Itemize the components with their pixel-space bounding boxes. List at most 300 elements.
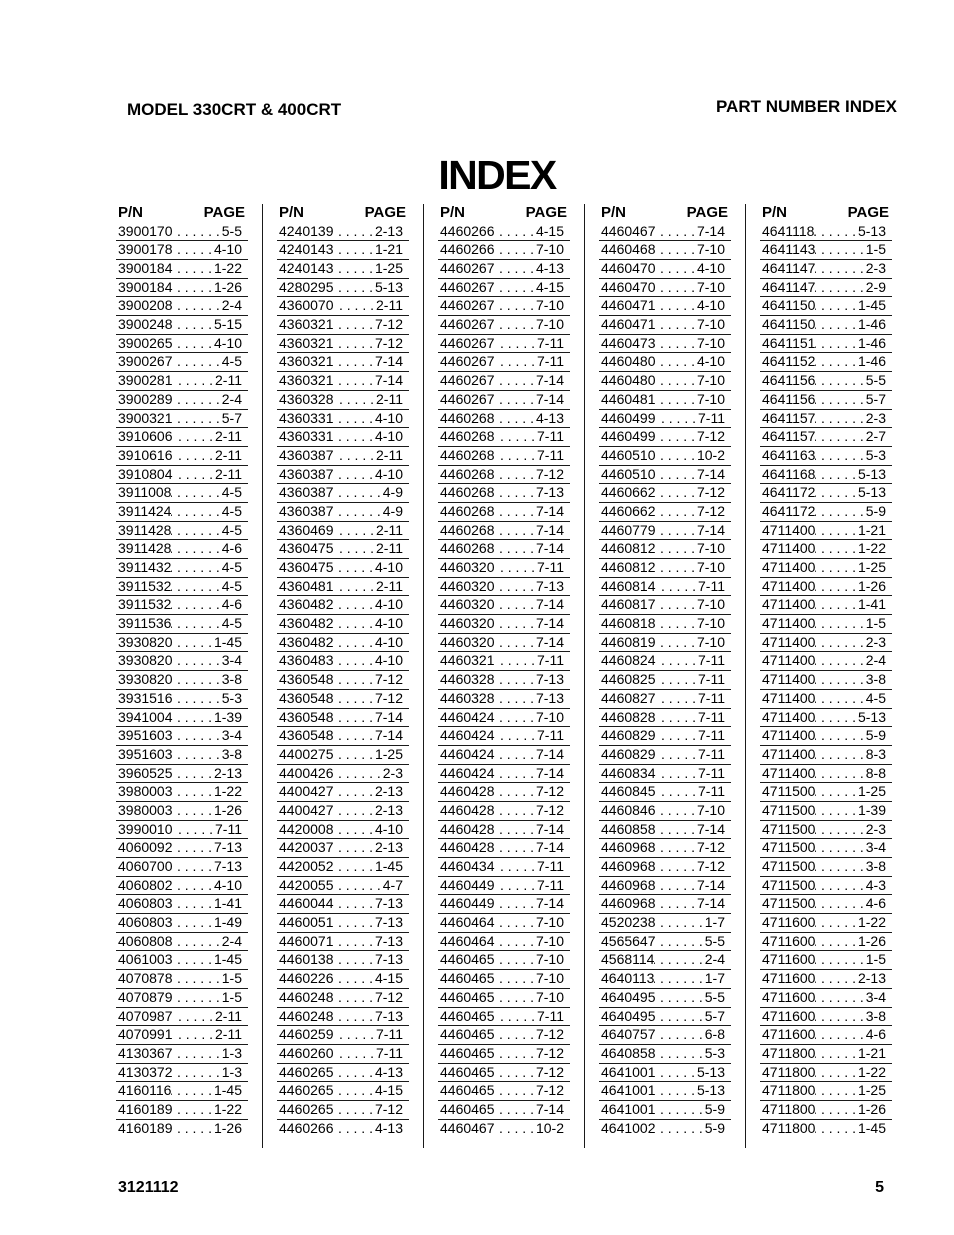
dot-leader [815,652,865,670]
dot-leader [173,1120,214,1138]
dot-leader [171,522,221,540]
part-number: 4160189 [118,1119,173,1136]
part-number: 4460471 [601,297,656,314]
index-entry [277,783,409,802]
index-entry [760,933,892,952]
index-entry [599,503,731,522]
page-reference: 7-13 [535,577,564,594]
part-number: 4060802 [118,876,173,893]
index-entry [760,447,892,466]
page-reference: 4-10 [374,409,403,426]
index-entry [116,391,248,410]
part-number: 4460424 [440,727,495,744]
page-reference: 10-2 [696,446,725,463]
part-number: 3900265 [118,334,173,351]
part-number: 4711400 [762,540,816,557]
dot-leader [656,895,697,913]
part-number: 4460812 [601,559,656,576]
page-reference: 4-5 [221,615,242,632]
dot-leader [173,316,214,334]
dot-leader [495,503,536,521]
page-reference: 3-4 [221,727,242,744]
part-number: 4460449 [440,895,495,912]
index-entry [760,503,892,522]
dot-leader [656,260,697,278]
dot-leader [173,297,222,315]
dot-leader [656,821,697,839]
index-entry [438,783,570,802]
dot-leader [815,690,865,708]
index-entry [599,596,731,615]
page-reference: 7-12 [535,1063,564,1080]
index-entry [438,503,570,522]
dot-leader [656,316,697,334]
index-entry [438,839,570,858]
dot-leader [171,1082,214,1100]
part-number: 4060803 [118,895,173,912]
index-entry [438,671,570,690]
index-entry [116,353,248,372]
dot-leader [656,372,697,390]
index-entry [760,690,892,709]
column-header [438,203,570,223]
dot-leader [815,895,865,913]
page-reference: 4-5 [221,484,242,501]
page-reference: 1-5 [221,988,242,1005]
dot-leader [173,279,214,297]
dot-leader [495,895,536,913]
part-number: 4711400 [762,521,816,538]
dot-leader [173,391,222,409]
page-reference: 1-5 [865,241,886,258]
index-entry [438,522,570,541]
page-reference: 7-12 [696,428,725,445]
dot-leader [656,690,699,708]
page-reference: 2-11 [215,446,242,463]
column-divider [745,204,746,1148]
page-reference: 1-39 [857,801,886,818]
index-entry [760,540,892,559]
index-entry [760,652,892,671]
part-number: 4711400 [762,596,816,613]
part-number: 4711400 [762,764,816,781]
index-entry [277,466,409,485]
dot-leader [815,802,858,820]
dot-leader [495,297,536,315]
part-number: 4360387 [279,502,334,519]
dot-leader [334,391,377,409]
part-number: 4460968 [601,876,656,893]
page-reference: 5-5 [865,372,886,389]
dot-leader [334,802,375,820]
dot-leader [495,316,536,334]
part-number: 4711600 [762,1026,816,1043]
dot-leader [173,933,222,951]
index-entry [760,634,892,653]
page-reference: 4-5 [221,502,242,519]
index-entry [277,428,409,447]
part-number: 4641172 [762,484,816,501]
page-reference: 2-13 [374,801,403,818]
index-entry [116,690,248,709]
part-number: 4420055 [279,876,334,893]
part-number: 4711800 [762,1063,816,1080]
page-reference: 2-4 [704,951,725,968]
index-entry [438,1008,570,1027]
part-number: 4360475 [279,540,334,557]
index-entry [599,372,731,391]
index-entry [277,615,409,634]
dot-leader [495,335,538,353]
dot-leader [495,634,536,652]
dot-leader [654,970,704,988]
index-entry [599,297,731,316]
page-reference: 1-45 [213,633,242,650]
dot-leader [815,1120,858,1138]
page-reference: 1-46 [857,353,886,370]
dot-leader [815,989,865,1007]
index-entry [599,540,731,559]
index-entry [116,503,248,522]
part-number: 4070991 [118,1026,173,1043]
index-entry [438,1101,570,1120]
index-entry [277,839,409,858]
page-reference: 2-3 [865,633,886,650]
dot-leader [173,1026,216,1044]
dot-leader [173,970,222,988]
dot-leader [173,410,222,428]
index-entry [438,466,570,485]
page-reference: 1-45 [213,1082,242,1099]
dot-leader [815,559,858,577]
part-number: 4360482 [279,633,334,650]
part-number: 4460320 [440,596,495,613]
dot-leader [495,951,536,969]
page-reference: 7-10 [696,540,725,557]
part-number: 4641156 [762,372,816,389]
page-reference: 1-46 [857,316,886,333]
dot-leader [495,671,536,689]
page-reference: 5-7 [704,1007,725,1024]
page-reference: 5-7 [865,390,886,407]
page-reference: 7-14 [535,764,564,781]
page-reference: 7-14 [374,353,403,370]
page-reference: 1-26 [213,1119,242,1136]
part-number: 4360548 [279,708,334,725]
part-number: 4070878 [118,970,173,987]
part-number: 4460828 [601,708,656,725]
part-number: 4460968 [601,895,656,912]
dot-leader [334,858,375,876]
pn-header: P/N [279,204,305,221]
part-number: 4641157 [762,409,816,426]
page-reference: 7-10 [696,615,725,632]
index-entry [438,802,570,821]
index-entry [438,241,570,260]
page-reference: 7-14 [374,372,403,389]
page-reference: 7-14 [535,540,564,557]
part-number: 4460260 [279,1044,334,1061]
index-entry [760,279,892,298]
part-number: 4711600 [762,914,816,931]
index-entry [116,615,248,634]
part-number: 4360321 [279,316,334,333]
page-reference: 1-5 [865,615,886,632]
page-reference: 4-13 [535,260,564,277]
index-entry [116,671,248,690]
index-entry [438,391,570,410]
dot-leader [656,279,697,297]
page-reference: 5-3 [704,1044,725,1061]
part-number: 3951603 [118,745,173,762]
part-number: 4711600 [762,932,816,949]
page-reference: 2-4 [865,652,886,669]
index-entry [277,877,409,896]
part-number: 4360331 [279,428,334,445]
index-entry [438,933,570,952]
dot-leader [334,1082,375,1100]
dot-leader [815,727,865,745]
page-reference: 7-12 [696,502,725,519]
dot-leader [656,1026,705,1044]
dot-leader [815,615,865,633]
page-reference: 4-9 [382,502,403,519]
part-number: 4460510 [601,446,656,463]
part-number: 4460320 [440,559,495,576]
page-reference: 4-6 [865,1026,886,1043]
dot-leader [334,895,375,913]
index-entry [277,914,409,933]
index-entry [277,951,409,970]
page-reference: 10-2 [535,1119,564,1136]
part-number: 3911428 [118,521,172,538]
part-number: 4360548 [279,671,334,688]
dot-leader [495,802,536,820]
page-reference: 2-13 [374,222,403,239]
index-entry [438,652,570,671]
index-entry [760,1008,892,1027]
dot-leader [495,727,538,745]
dot-leader [173,839,214,857]
dot-leader [656,559,697,577]
part-number: 4460051 [279,914,334,931]
dot-leader [815,503,865,521]
index-entry [277,634,409,653]
page-reference: 1-22 [213,783,242,800]
index-entry [116,858,248,877]
dot-leader [495,241,536,259]
page-header: PAGE [847,204,889,221]
index-entry [760,428,892,447]
dot-leader [495,1101,536,1119]
dot-leader [815,410,865,428]
page-reference: 1-26 [857,1100,886,1117]
index-entry [599,970,731,989]
part-number: 4070987 [118,1007,173,1024]
page-reference: 7-13 [535,689,564,706]
index-entry [277,335,409,354]
dot-leader [334,559,375,577]
part-number: 4711500 [762,820,816,837]
page-reference: 7-10 [535,988,564,1005]
page-reference: 7-10 [696,278,725,295]
page-reference: 4-6 [221,540,242,557]
page-reference: 1-5 [221,970,242,987]
dot-leader [815,447,865,465]
dot-leader [334,989,375,1007]
page-reference: 4-15 [374,1082,403,1099]
dot-leader [171,503,221,521]
part-number: 4460266 [440,241,495,258]
part-number: 3900281 [118,372,173,389]
part-number: 4460467 [601,222,656,239]
page-reference: 7-10 [696,241,725,258]
dot-leader [334,447,377,465]
part-number: 4711400 [762,577,816,594]
page-reference: 7-13 [374,932,403,949]
index-entry [438,279,570,298]
part-number: 4568114 [601,951,655,968]
index-entry [438,428,570,447]
page-reference: 2-11 [215,428,242,445]
part-number: 4460468 [601,241,656,258]
page-reference: 7-10 [696,633,725,650]
dot-leader [656,1120,705,1138]
page-reference: 4-3 [865,876,886,893]
page-reference: 2-11 [376,521,403,538]
part-number: 4460449 [440,876,495,893]
index-entry [116,596,248,615]
index-entry [116,260,248,279]
page-reference: 7-13 [213,858,242,875]
index-entry [277,1082,409,1101]
page-reference: 2-3 [865,409,886,426]
dot-leader [495,1064,536,1082]
index-entry [116,877,248,896]
dot-leader [656,391,697,409]
index-entry [116,522,248,541]
dot-leader [815,1008,865,1026]
part-number: 4460480 [601,353,656,370]
part-number: 3900178 [118,241,173,258]
column-divider [584,204,585,1148]
dot-leader [495,858,538,876]
dot-leader [334,783,375,801]
part-number: 4460829 [601,727,656,744]
document-number: 3121112 [118,1179,179,1196]
index-entry [277,821,409,840]
dot-leader [656,353,697,371]
page-header: PAGE [686,204,728,221]
page-reference: 7-12 [696,839,725,856]
dot-leader [815,839,865,857]
part-number: 3911532 [118,596,172,613]
index-entry [116,484,248,503]
page-reference: 4-13 [535,409,564,426]
dot-leader [495,652,538,670]
page-reference: 7-13 [374,895,403,912]
page-reference: 1-22 [857,1063,886,1080]
index-entry [760,895,892,914]
index-entry [277,765,409,784]
page-reference: 7-11 [376,1026,403,1043]
page-reference: 7-14 [535,372,564,389]
page-reference: 7-11 [376,1044,403,1061]
dot-leader [815,1082,858,1100]
dot-leader [334,223,375,241]
part-number: 4460268 [440,484,495,501]
page-reference: 7-11 [698,764,725,781]
dot-leader [656,1008,705,1026]
page-reference: 7-14 [535,839,564,856]
part-number: 4360328 [279,390,334,407]
page-reference: 7-13 [213,839,242,856]
dot-leader [656,447,697,465]
page-reference: 7-11 [537,652,564,669]
page-reference: 2-4 [221,390,242,407]
index-entry [116,709,248,728]
dot-leader [815,335,858,353]
page-reference: 4-6 [865,895,886,912]
index-entry [599,335,731,354]
part-number: 4460465 [440,1082,495,1099]
index-entry [438,484,570,503]
index-entry [116,447,248,466]
part-number: 4460259 [279,1026,334,1043]
index-entry [277,559,409,578]
page-header: PAGE [525,204,567,221]
dot-leader [815,821,865,839]
part-number: 4460465 [440,1007,495,1024]
page-reference: 5-5 [704,932,725,949]
dot-leader [334,1026,377,1044]
part-number: 4460829 [601,745,656,762]
index-entry [277,802,409,821]
dot-leader [171,615,221,633]
part-number: 4460825 [601,671,656,688]
page-reference: 2-11 [215,1026,242,1043]
page-reference: 4-10 [374,820,403,837]
index-entry [277,858,409,877]
part-number: 4640495 [601,1007,656,1024]
dot-leader [656,297,697,315]
part-number: 4460467 [440,1119,495,1136]
dot-leader [495,447,538,465]
index-entry [599,522,731,541]
part-number: 4460465 [440,1044,495,1061]
dot-leader [656,1064,697,1082]
page-reference: 1-22 [213,1100,242,1117]
page-reference: 7-10 [535,970,564,987]
index-entry [277,671,409,690]
part-number: 4641143 [762,241,816,258]
part-number: 4460464 [440,914,495,931]
index-entry [116,1045,248,1064]
part-number: 3910616 [118,446,173,463]
dot-leader [334,503,383,521]
index-entry [438,447,570,466]
part-number: 4460428 [440,820,495,837]
part-number: 4641147 [762,260,816,277]
index-column [277,203,409,1138]
dot-leader [815,596,858,614]
dot-leader [334,951,375,969]
dot-leader [334,596,375,614]
index-entry [599,260,731,279]
part-number: 4360331 [279,409,334,426]
page-reference: 7-11 [698,671,725,688]
dot-leader [334,1101,375,1119]
